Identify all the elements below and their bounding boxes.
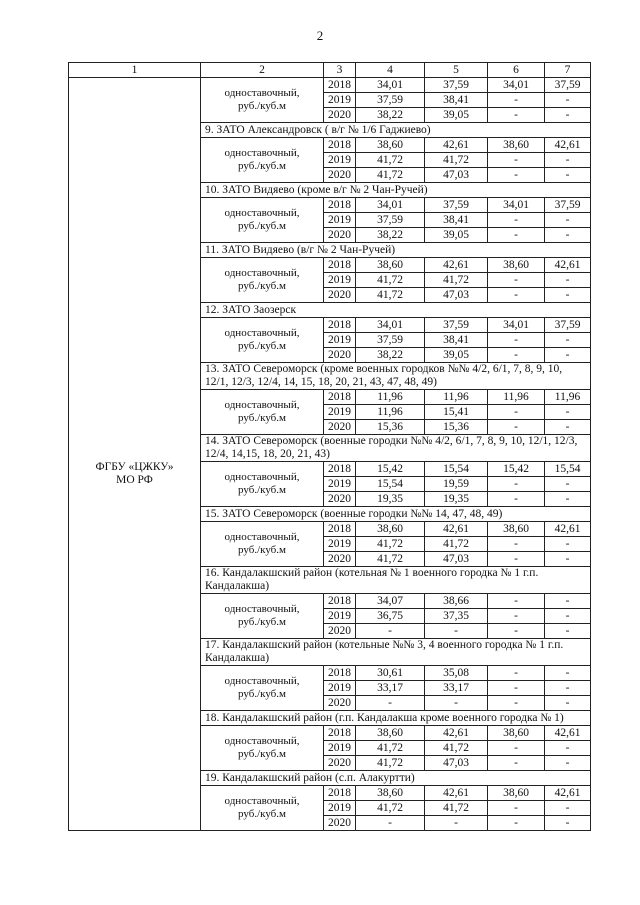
tariff-type-cell <box>201 78 324 123</box>
tariff-type-cell <box>201 726 324 771</box>
value-col-6: - <box>488 492 545 507</box>
value-col-4: 30,61 <box>356 666 425 681</box>
tariff-type-cell <box>201 666 324 711</box>
year-cell: 2020 <box>324 552 356 567</box>
header-col-6: 6 <box>488 63 545 78</box>
value-col-4: - <box>356 816 425 831</box>
tariff-type-line-2: руб./куб.м <box>238 160 286 172</box>
value-col-4: - <box>356 696 425 711</box>
value-col-5: 19,59 <box>425 477 488 492</box>
section-title: 19. Кандалакшский район (с.п. Алакуртти) <box>201 771 591 786</box>
value-col-5: 39,05 <box>425 348 488 363</box>
value-col-7: - <box>545 405 591 420</box>
value-col-5: 15,54 <box>425 462 488 477</box>
tariff-type-line-1: одноставочный, <box>224 675 300 687</box>
year-cell: 2020 <box>324 696 356 711</box>
value-col-6: - <box>488 405 545 420</box>
value-col-7: - <box>545 153 591 168</box>
value-col-6: - <box>488 108 545 123</box>
value-col-4: 37,59 <box>356 213 425 228</box>
value-col-7: - <box>545 93 591 108</box>
value-col-6: 38,60 <box>488 726 545 741</box>
value-col-6: - <box>488 816 545 831</box>
value-col-5: 42,61 <box>425 726 488 741</box>
value-col-7: - <box>545 681 591 696</box>
tariff-type-line-1: одноставочный, <box>224 147 300 159</box>
value-col-4: 11,96 <box>356 390 425 405</box>
tariff-type-line-1: одноставочный, <box>224 795 300 807</box>
value-col-5: - <box>425 816 488 831</box>
year-cell: 2018 <box>324 258 356 273</box>
year-cell: 2019 <box>324 93 356 108</box>
value-col-6: - <box>488 801 545 816</box>
year-cell: 2020 <box>324 288 356 303</box>
header-col-3: 3 <box>324 63 356 78</box>
value-col-6: - <box>488 273 545 288</box>
value-col-4: 38,22 <box>356 108 425 123</box>
year-cell: 2018 <box>324 522 356 537</box>
section-title: 11. ЗАТО Видяево (в/г № 2 Чан-Ручей) <box>201 243 591 258</box>
header-col-4: 4 <box>356 63 425 78</box>
value-col-6: - <box>488 624 545 639</box>
tariff-type-line-1: одноставочный, <box>224 207 300 219</box>
value-col-5: 19,35 <box>425 492 488 507</box>
year-cell: 2020 <box>324 624 356 639</box>
value-col-6: 15,42 <box>488 462 545 477</box>
value-col-7: - <box>545 420 591 435</box>
value-col-6: - <box>488 696 545 711</box>
tariff-type-cell <box>201 786 324 831</box>
tariff-type-cell <box>201 462 324 507</box>
value-col-4: 38,60 <box>356 522 425 537</box>
value-col-5: - <box>425 696 488 711</box>
tariff-type-line-2: руб./куб.м <box>238 544 286 556</box>
value-col-7: - <box>545 168 591 183</box>
value-col-7: - <box>545 741 591 756</box>
value-col-6: - <box>488 537 545 552</box>
value-col-7: 42,61 <box>545 726 591 741</box>
section-title: 13. ЗАТО Североморск (кроме военных городков №№ 4/2, 6/1, 7, 8, 9, 10, 12/1, 12/3, 12/4, 14, 15, 18, 20, 21, 43, 47, 48, 49) <box>201 363 591 390</box>
value-col-5: 47,03 <box>425 552 488 567</box>
value-col-5: 42,61 <box>425 786 488 801</box>
value-col-7: - <box>545 816 591 831</box>
value-col-6: - <box>488 228 545 243</box>
value-col-6: - <box>488 477 545 492</box>
organization-line-1: ФГБУ «ЦЖКУ» <box>95 461 174 473</box>
section-title: 15. ЗАТО Североморск (военные городки №№ 14, 47, 48, 49) <box>201 507 591 522</box>
value-col-5: 37,59 <box>425 318 488 333</box>
section-title: 14. ЗАТО Североморск (военные городки №№ 4/2, 6/1, 7, 8, 9, 10, 12/1, 12/3, 12/4, 14,15, 18, 20, 21, 43) <box>201 435 591 462</box>
value-col-6: 38,60 <box>488 138 545 153</box>
tariff-type-line-2: руб./куб.м <box>238 616 286 628</box>
value-col-6: 11,96 <box>488 390 545 405</box>
value-col-7: - <box>545 288 591 303</box>
year-cell: 2019 <box>324 273 356 288</box>
value-col-7: - <box>545 273 591 288</box>
value-col-4: 41,72 <box>356 801 425 816</box>
year-cell: 2018 <box>324 726 356 741</box>
value-col-5: 42,61 <box>425 138 488 153</box>
year-cell: 2020 <box>324 492 356 507</box>
value-col-6: 38,60 <box>488 258 545 273</box>
value-col-4: 34,01 <box>356 198 425 213</box>
tariff-type-line-1: одноставочный, <box>224 267 300 279</box>
value-col-7: 42,61 <box>545 138 591 153</box>
year-cell: 2020 <box>324 816 356 831</box>
value-col-7: - <box>545 594 591 609</box>
tariff-type-line-1: одноставочный, <box>224 471 300 483</box>
tariff-table <box>68 62 591 831</box>
header-col-1: 1 <box>69 63 201 78</box>
tariff-type-cell <box>201 594 324 639</box>
value-col-6: - <box>488 168 545 183</box>
value-col-6: - <box>488 153 545 168</box>
value-col-4: 34,07 <box>356 594 425 609</box>
value-col-5: 37,35 <box>425 609 488 624</box>
value-col-7: - <box>545 213 591 228</box>
year-cell: 2019 <box>324 609 356 624</box>
header-col-7: 7 <box>545 63 591 78</box>
value-col-7: - <box>545 492 591 507</box>
value-col-4: 38,60 <box>356 258 425 273</box>
value-col-5: 39,05 <box>425 108 488 123</box>
year-cell: 2019 <box>324 405 356 420</box>
value-col-5: 15,41 <box>425 405 488 420</box>
value-col-6: - <box>488 348 545 363</box>
value-col-7: - <box>545 624 591 639</box>
year-cell: 2018 <box>324 786 356 801</box>
value-col-5: 37,59 <box>425 198 488 213</box>
value-col-6: - <box>488 288 545 303</box>
value-col-7: 37,59 <box>545 78 591 93</box>
value-col-7: - <box>545 537 591 552</box>
value-col-5: 38,41 <box>425 213 488 228</box>
value-col-4: 15,36 <box>356 420 425 435</box>
value-col-7: - <box>545 552 591 567</box>
value-col-5: 41,72 <box>425 741 488 756</box>
year-cell: 2020 <box>324 756 356 771</box>
year-cell: 2018 <box>324 594 356 609</box>
value-col-5: 47,03 <box>425 168 488 183</box>
year-cell: 2019 <box>324 681 356 696</box>
value-col-4: - <box>356 624 425 639</box>
value-col-7: - <box>545 756 591 771</box>
section-title: 18. Кандалакшский район (г.п. Кандалакша кроме военного городка № 1) <box>201 711 591 726</box>
value-col-4: 41,72 <box>356 273 425 288</box>
value-col-6: - <box>488 420 545 435</box>
section-title: 12. ЗАТО Заозерск <box>201 303 591 318</box>
year-cell: 2019 <box>324 477 356 492</box>
tariff-type-line-2: руб./куб.м <box>238 220 286 232</box>
table-row <box>69 78 591 93</box>
value-col-5: - <box>425 624 488 639</box>
value-col-4: 37,59 <box>356 333 425 348</box>
year-cell: 2020 <box>324 108 356 123</box>
value-col-4: 41,72 <box>356 153 425 168</box>
year-cell: 2018 <box>324 666 356 681</box>
tariff-type-line-2: руб./куб.м <box>238 688 286 700</box>
value-col-6: - <box>488 756 545 771</box>
year-cell: 2018 <box>324 318 356 333</box>
value-col-5: 38,66 <box>425 594 488 609</box>
value-col-6: 38,60 <box>488 522 545 537</box>
value-col-5: 42,61 <box>425 522 488 537</box>
value-col-5: 41,72 <box>425 801 488 816</box>
value-col-7: - <box>545 477 591 492</box>
value-col-5: 11,96 <box>425 390 488 405</box>
tariff-type-cell <box>201 318 324 363</box>
value-col-5: 41,72 <box>425 537 488 552</box>
tariff-type-line-2: руб./куб.м <box>238 100 286 112</box>
value-col-6: - <box>488 609 545 624</box>
value-col-7: - <box>545 801 591 816</box>
tariff-type-cell <box>201 522 324 567</box>
tariff-type-line-2: руб./куб.м <box>238 412 286 424</box>
value-col-4: 38,22 <box>356 228 425 243</box>
value-col-6: - <box>488 552 545 567</box>
value-col-4: 38,60 <box>356 786 425 801</box>
tariff-type-cell <box>201 198 324 243</box>
value-col-4: 19,35 <box>356 492 425 507</box>
year-cell: 2018 <box>324 390 356 405</box>
value-col-4: 15,54 <box>356 477 425 492</box>
value-col-7: - <box>545 666 591 681</box>
tariff-type-line-1: одноставочный, <box>224 531 300 543</box>
value-col-6: 34,01 <box>488 78 545 93</box>
value-col-7: - <box>545 108 591 123</box>
value-col-7: - <box>545 348 591 363</box>
year-cell: 2019 <box>324 333 356 348</box>
tariff-type-line-1: одноставочный, <box>224 399 300 411</box>
value-col-7: 11,96 <box>545 390 591 405</box>
value-col-6: 34,01 <box>488 198 545 213</box>
value-col-4: 41,72 <box>356 741 425 756</box>
value-col-7: - <box>545 228 591 243</box>
value-col-7: - <box>545 609 591 624</box>
header-col-5: 5 <box>425 63 488 78</box>
value-col-5: 33,17 <box>425 681 488 696</box>
value-col-5: 38,41 <box>425 93 488 108</box>
value-col-4: 33,17 <box>356 681 425 696</box>
value-col-4: 41,72 <box>356 537 425 552</box>
value-col-5: 39,05 <box>425 228 488 243</box>
value-col-5: 38,41 <box>425 333 488 348</box>
year-cell: 2019 <box>324 801 356 816</box>
year-cell: 2019 <box>324 213 356 228</box>
tariff-type-line-2: руб./куб.м <box>238 808 286 820</box>
year-cell: 2018 <box>324 462 356 477</box>
value-col-4: 41,72 <box>356 288 425 303</box>
year-cell: 2018 <box>324 78 356 93</box>
year-cell: 2020 <box>324 228 356 243</box>
value-col-4: 15,42 <box>356 462 425 477</box>
value-col-6: - <box>488 681 545 696</box>
tariff-type-line-1: одноставочный, <box>224 735 300 747</box>
section-title: 17. Кандалакшский район (котельные №№ 3, 4 военного городка № 1 г.п. Кандалакша) <box>201 639 591 666</box>
section-title: 10. ЗАТО Видяево (кроме в/г № 2 Чан-Ручей) <box>201 183 591 198</box>
value-col-5: 41,72 <box>425 273 488 288</box>
value-col-5: 42,61 <box>425 258 488 273</box>
value-col-7: 37,59 <box>545 318 591 333</box>
value-col-5: 37,59 <box>425 78 488 93</box>
year-cell: 2019 <box>324 153 356 168</box>
year-cell: 2020 <box>324 168 356 183</box>
value-col-4: 34,01 <box>356 318 425 333</box>
value-col-6: - <box>488 666 545 681</box>
section-title: 9. ЗАТО Александровск ( в/г № 1/6 Гаджиево) <box>201 123 591 138</box>
tariff-type-line-2: руб./куб.м <box>238 484 286 496</box>
value-col-7: - <box>545 333 591 348</box>
year-cell: 2018 <box>324 198 356 213</box>
value-col-4: 41,72 <box>356 552 425 567</box>
value-col-4: 36,75 <box>356 609 425 624</box>
value-col-4: 38,22 <box>356 348 425 363</box>
tariff-type-cell <box>201 258 324 303</box>
value-col-7: 15,54 <box>545 462 591 477</box>
tariff-type-cell <box>201 390 324 435</box>
value-col-5: 15,36 <box>425 420 488 435</box>
value-col-4: 38,60 <box>356 726 425 741</box>
value-col-4: 41,72 <box>356 168 425 183</box>
year-cell: 2019 <box>324 537 356 552</box>
value-col-6: - <box>488 333 545 348</box>
value-col-4: 38,60 <box>356 138 425 153</box>
tariff-type-line-1: одноставочный, <box>224 603 300 615</box>
value-col-4: 41,72 <box>356 756 425 771</box>
section-title: 16. Кандалакшский район (котельная № 1 военного городка № 1 г.п. Кандалакша) <box>201 567 591 594</box>
value-col-6: - <box>488 594 545 609</box>
value-col-4: 37,59 <box>356 93 425 108</box>
tariff-type-line-2: руб./куб.м <box>238 340 286 352</box>
organization-cell <box>69 78 201 831</box>
organization-line-2: МО РФ <box>116 474 153 486</box>
value-col-6: - <box>488 213 545 228</box>
year-cell: 2020 <box>324 348 356 363</box>
header-row <box>69 63 591 78</box>
year-cell: 2020 <box>324 420 356 435</box>
tariff-type-cell <box>201 138 324 183</box>
page-number: 2 <box>316 28 324 43</box>
value-col-6: - <box>488 741 545 756</box>
header-col-2: 2 <box>201 63 324 78</box>
value-col-5: 35,08 <box>425 666 488 681</box>
year-cell: 2018 <box>324 138 356 153</box>
value-col-7: 37,59 <box>545 198 591 213</box>
tariff-type-line-1: одноставочный, <box>224 327 300 339</box>
tariff-type-line-2: руб./куб.м <box>238 748 286 760</box>
value-col-4: 11,96 <box>356 405 425 420</box>
tariff-type-line-2: руб./куб.м <box>238 280 286 292</box>
value-col-6: - <box>488 93 545 108</box>
value-col-7: 42,61 <box>545 258 591 273</box>
value-col-7: - <box>545 696 591 711</box>
year-cell: 2019 <box>324 741 356 756</box>
tariff-type-line-1: одноставочный, <box>224 87 300 99</box>
value-col-6: 34,01 <box>488 318 545 333</box>
value-col-5: 47,03 <box>425 288 488 303</box>
value-col-4: 34,01 <box>356 78 425 93</box>
value-col-5: 47,03 <box>425 756 488 771</box>
value-col-7: 42,61 <box>545 522 591 537</box>
value-col-5: 41,72 <box>425 153 488 168</box>
value-col-6: 38,60 <box>488 786 545 801</box>
value-col-7: 42,61 <box>545 786 591 801</box>
